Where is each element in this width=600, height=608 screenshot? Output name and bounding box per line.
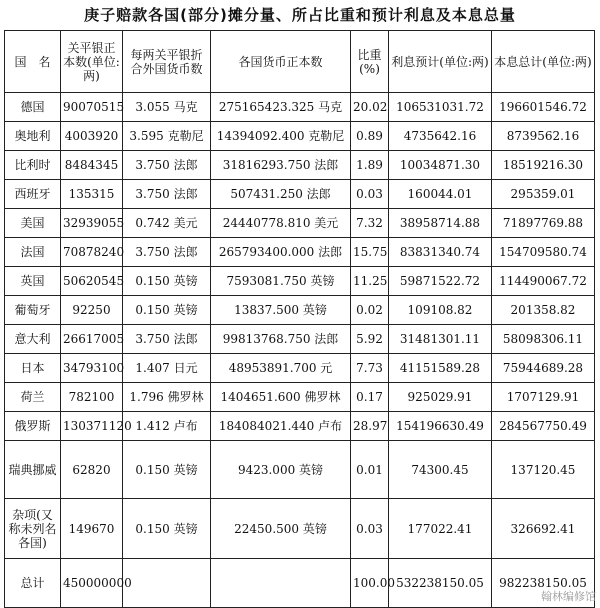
cell-country: 杂项(又称未列名各国) xyxy=(5,499,61,559)
cell-currency: 265793400.000 法郎 xyxy=(211,238,351,267)
cell-currency: 275165423.325 马克 xyxy=(211,93,351,122)
header-row xyxy=(5,31,595,93)
cell-currency: 13837.500 英镑 xyxy=(211,296,351,325)
cell-interest: 109108.82 xyxy=(389,296,492,325)
header-interest: 利息预计(单位:两) xyxy=(389,31,492,93)
cell-interest: 160044.01 xyxy=(389,180,492,209)
cell-share: 0.89 xyxy=(351,122,389,151)
cell-interest: 154196630.49 xyxy=(389,412,492,441)
cell-interest: 74300.45 xyxy=(389,441,492,499)
cell-silver: 32939055 xyxy=(61,209,123,238)
cell-total: 284567750.49 xyxy=(492,412,595,441)
table-row xyxy=(5,383,595,412)
cell-silver: 70878240 xyxy=(61,238,123,267)
cell-currency: 9423.000 英镑 xyxy=(211,441,351,499)
cell-total: 295359.01 xyxy=(492,180,595,209)
cell-currency: 14394092.400 克勒尼 xyxy=(211,122,351,151)
cell-country: 法国 xyxy=(5,238,61,267)
cell-currency: 1404651.600 佛罗林 xyxy=(211,383,351,412)
indemnity-table xyxy=(4,30,595,608)
cell-rate: 1.796 佛罗林 xyxy=(123,383,211,412)
header-total: 本息总计(单位:两) xyxy=(492,31,595,93)
cell-rate: 1.412 卢布 xyxy=(123,412,211,441)
cell-interest: 41151589.28 xyxy=(389,354,492,383)
table-row xyxy=(5,93,595,122)
cell-currency: 22450.500 英镑 xyxy=(211,499,351,559)
table-row xyxy=(5,122,595,151)
cell-share: 1.89 xyxy=(351,151,389,180)
cell-country: 瑞典挪威 xyxy=(5,441,61,499)
cell-total: 982238150.05 xyxy=(492,559,595,608)
cell-currency: 184084021.440 卢布 xyxy=(211,412,351,441)
cell-silver: 135315 xyxy=(61,180,123,209)
cell-total: 1707129.91 xyxy=(492,383,595,412)
cell-share: 0.03 xyxy=(351,180,389,209)
cell-share: 11.25 xyxy=(351,267,389,296)
cell-silver: 4003920 xyxy=(61,122,123,151)
cell-rate: 3.595 克勒尼 xyxy=(123,122,211,151)
header-share: 比重(%) xyxy=(351,31,389,93)
cell-currency: 99813768.750 法郎 xyxy=(211,325,351,354)
cell-interest: 532238150.05 xyxy=(389,559,492,608)
cell-total: 201358.82 xyxy=(492,296,595,325)
cell-rate: 1.407 日元 xyxy=(123,354,211,383)
cell-interest: 10034871.30 xyxy=(389,151,492,180)
table-row xyxy=(5,296,595,325)
cell-silver: 450000000 xyxy=(61,559,123,608)
cell-share: 0.03 xyxy=(351,499,389,559)
cell-rate: 0.150 英镑 xyxy=(123,296,211,325)
cell-country: 日本 xyxy=(5,354,61,383)
cell-total: 58098306.11 xyxy=(492,325,595,354)
cell-interest: 31481301.11 xyxy=(389,325,492,354)
cell-currency: 7593081.750 英镑 xyxy=(211,267,351,296)
table-row xyxy=(5,267,595,296)
cell-interest: 4735642.16 xyxy=(389,122,492,151)
cell-country: 奥地利 xyxy=(5,122,61,151)
table-row xyxy=(5,354,595,383)
table-row xyxy=(5,499,595,559)
table-row xyxy=(5,180,595,209)
cell-total: 326692.41 xyxy=(492,499,595,559)
cell-share: 20.02 xyxy=(351,93,389,122)
cell-currency: 24440778.810 美元 xyxy=(211,209,351,238)
cell-rate: 3.750 法郎 xyxy=(123,325,211,354)
cell-share: 5.92 xyxy=(351,325,389,354)
header-country: 国 名 xyxy=(5,31,61,93)
cell-silver: 90070515 xyxy=(61,93,123,122)
table-row xyxy=(5,412,595,441)
cell-rate: 3.055 马克 xyxy=(123,93,211,122)
cell-interest: 177022.41 xyxy=(389,499,492,559)
header-currency-principal: 各国货币正本数 xyxy=(211,31,351,93)
cell-currency: 31816293.750 法郎 xyxy=(211,151,351,180)
cell-total: 18519216.30 xyxy=(492,151,595,180)
cell-interest: 59871522.72 xyxy=(389,267,492,296)
cell-country: 德国 xyxy=(5,93,61,122)
table-row xyxy=(5,441,595,499)
cell-rate: 0.742 美元 xyxy=(123,209,211,238)
table-row xyxy=(5,325,595,354)
cell-total: 8739562.16 xyxy=(492,122,595,151)
cell-silver: 92250 xyxy=(61,296,123,325)
cell-currency: 48953891.700 元 xyxy=(211,354,351,383)
cell-share: 7.32 xyxy=(351,209,389,238)
cell-country: 美国 xyxy=(5,209,61,238)
cell-silver: 26617005 xyxy=(61,325,123,354)
cell-silver: 782100 xyxy=(61,383,123,412)
cell-total: 114490067.72 xyxy=(492,267,595,296)
cell-silver: 149670 xyxy=(61,499,123,559)
table-row xyxy=(5,151,595,180)
cell-share: 15.75 xyxy=(351,238,389,267)
cell-total: 71897769.88 xyxy=(492,209,595,238)
cell-rate: 0.150 英镑 xyxy=(123,499,211,559)
cell-total: 154709580.74 xyxy=(492,238,595,267)
cell-country: 英国 xyxy=(5,267,61,296)
cell-share: 0.01 xyxy=(351,441,389,499)
cell-share: 28.97 xyxy=(351,412,389,441)
cell-silver: 50620545 xyxy=(61,267,123,296)
table-title: 庚子赔款各国(部分)摊分量、所占比重和预计利息及本息总量 xyxy=(84,6,516,24)
header-silver-principal: 关平银正本数(单位:两) xyxy=(61,31,123,93)
cell-silver: 62820 xyxy=(61,441,123,499)
cell-interest: 106531031.72 xyxy=(389,93,492,122)
table-row xyxy=(5,238,595,267)
total-row xyxy=(5,559,595,608)
cell-country: 荷兰 xyxy=(5,383,61,412)
cell-silver: 130371120 xyxy=(61,412,123,441)
cell-rate xyxy=(123,559,211,608)
cell-country: 葡萄牙 xyxy=(5,296,61,325)
cell-rate: 0.150 英镑 xyxy=(123,441,211,499)
cell-rate: 0.150 英镑 xyxy=(123,267,211,296)
cell-total: 75944689.28 xyxy=(492,354,595,383)
cell-interest: 38958714.88 xyxy=(389,209,492,238)
cell-total: 137120.45 xyxy=(492,441,595,499)
cell-interest: 83831340.74 xyxy=(389,238,492,267)
cell-country: 总计 xyxy=(5,559,61,608)
cell-share: 7.73 xyxy=(351,354,389,383)
cell-rate: 3.750 法郎 xyxy=(123,238,211,267)
cell-rate: 3.750 法郎 xyxy=(123,180,211,209)
cell-currency: 507431.250 法郎 xyxy=(211,180,351,209)
cell-country: 俄罗斯 xyxy=(5,412,61,441)
table-row xyxy=(5,209,595,238)
header-rate: 每两关平银折合外国货币数 xyxy=(123,31,211,93)
cell-country: 西班牙 xyxy=(5,180,61,209)
cell-interest: 925029.91 xyxy=(389,383,492,412)
cell-silver: 8484345 xyxy=(61,151,123,180)
watermark: 翰林编修馆 xyxy=(541,590,596,603)
cell-country: 意大利 xyxy=(5,325,61,354)
cell-silver: 34793100 xyxy=(61,354,123,383)
cell-share: 100.00 xyxy=(351,559,389,608)
cell-rate: 3.750 法郎 xyxy=(123,151,211,180)
cell-share: 0.17 xyxy=(351,383,389,412)
cell-country: 比利时 xyxy=(5,151,61,180)
cell-share: 0.02 xyxy=(351,296,389,325)
cell-total: 196601546.72 xyxy=(492,93,595,122)
cell-currency xyxy=(211,559,351,608)
